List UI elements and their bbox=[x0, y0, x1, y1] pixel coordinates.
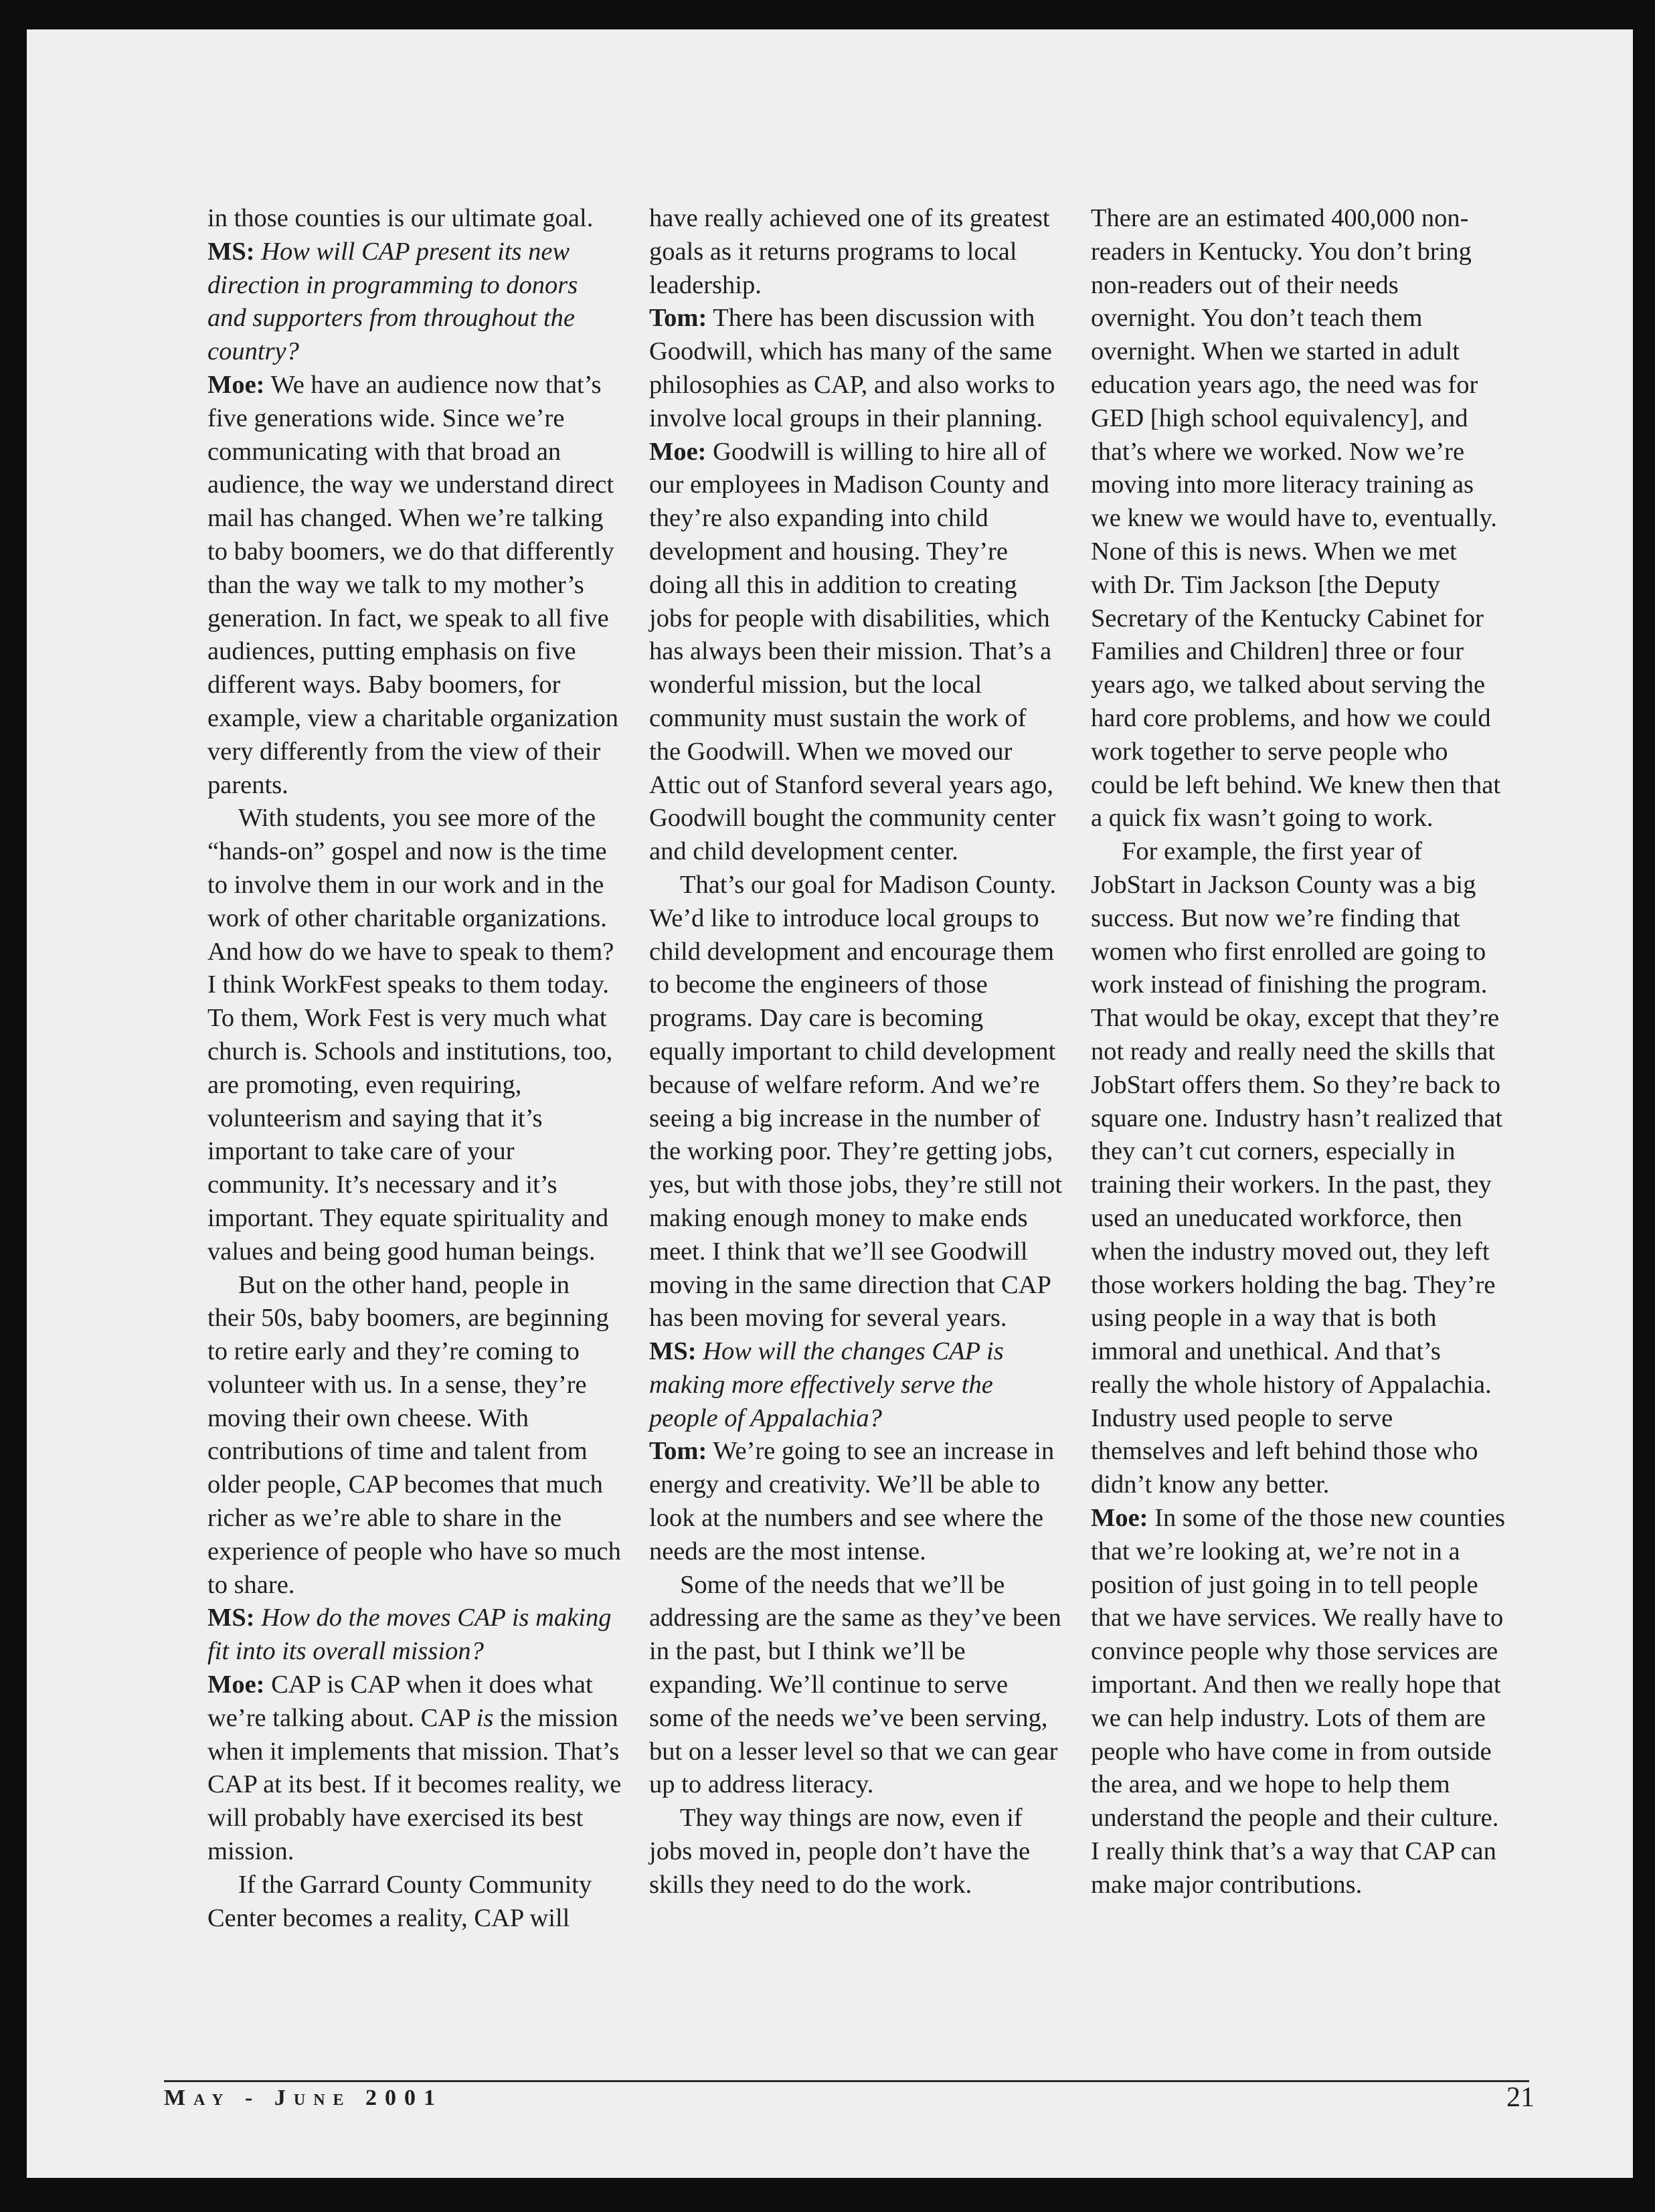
speaker-label: Moe: bbox=[207, 1671, 265, 1699]
speaker-label: Tom: bbox=[649, 304, 707, 333]
interview-answer bbox=[207, 1669, 622, 1869]
page-number: 21 bbox=[1506, 2082, 1535, 2113]
interview-question bbox=[649, 1335, 1064, 1435]
paragraph: They way things are now, even if jobs moved in, people don’t have the skills they need to do the work. bbox=[649, 1804, 1031, 1899]
interview-answer bbox=[207, 369, 622, 802]
speaker-label: MS: bbox=[207, 237, 255, 266]
text-column-3 bbox=[1091, 202, 1506, 1902]
issue-date: May - June 2001 bbox=[164, 2086, 444, 2110]
answer-text: There has been discussion with Goodwill, which has many of the same philosophies as CAP, and also works to involve local groups in their planning. bbox=[649, 304, 1055, 432]
paragraph: There are an estimated 400,000 non-readers in Kentucky. You don’t bring non-readers out of their needs overnight. You don’t teach them overnight. When we started in adult education years ago, the need was for GED [high school equivalency], and that’s where we worked. Now we’re moving into more literacy training as we knew we would have to, eventually. None of this is news. When we met with Dr. Tim Jackson [the Deputy Secretary of the Kentucky Cabinet for Families and Children] three or four years ago, we talked about serving the hard core problems, and how we could work together to serve people who could be left behind. We knew then that a quick fix wasn’t going to work. bbox=[1091, 204, 1501, 833]
interview-answer bbox=[649, 436, 1064, 869]
paragraph: With students, you see more of the “hands-on” gospel and now is the time to involve them in our work and in the work of other charitable organizations. And how do we have to speak to them? I think WorkFest speaks to them today. To them, Work Fest is very much what church is. Schools and institutions, too, are promoting, even requiring, volunteerism and saying that it’s important to take care of your community. It’s necessary and it’s important. They equate spirituality and values and being good human beings. bbox=[207, 804, 614, 1266]
speaker-label: Tom: bbox=[649, 1437, 707, 1466]
speaker-label: Moe: bbox=[649, 437, 707, 466]
interview-answer bbox=[649, 1435, 1064, 1568]
paragraph: in those counties is our ultimate goal. bbox=[207, 204, 594, 232]
answer-text: We have an audience now that’s five generations wide. Since we’re communicating with that broad an audience, the way we understand direct mail has changed. When we’re talking to baby boomers, we do that differently than the way we talk to my mother’s generation. In fact, we speak to all five audiences, putting emphasis on five different ways. Baby boomers, for example, view a charitable organization very differently from the view of their parents. bbox=[207, 370, 618, 799]
interview-answer bbox=[649, 302, 1064, 435]
paragraph: That’s our goal for Madison County. We’d like to introduce local groups to child development and encourage them to become the engineers of those programs. Day care is becoming equally important to child development because of welfare reform. And we’re seeing a big increase in the number of the working poor. They’re getting jobs, yes, but with those jobs, they’re still not making enough money to make ends meet. I think that we’ll see Goodwill moving in the same direction that CAP has been moving for several years. bbox=[649, 870, 1063, 1333]
interview-question bbox=[207, 1602, 622, 1669]
paragraph: have really achieved one of its greatest goals as it returns programs to local leadership. bbox=[649, 204, 1050, 299]
speaker-label: MS: bbox=[207, 1604, 255, 1632]
magazine-page bbox=[27, 29, 1633, 2178]
answer-text: In some of the those new counties that we’re looking at, we’re not in a position of just going in to tell people that we have services. We really have to convince people why those services are important. And then we really hope that we can help industry. Lots of them are people who have come in from outside the area, and we hope to help them understand the people and their culture. I really think that’s a way that CAP can make major contributions. bbox=[1091, 1504, 1506, 1899]
paragraph: Some of the needs that we’ll be addressing are the same as they’ve been in the past, but I think we’ll be expanding. We’ll continue to serve some of the needs we’ve been serving, but on a lesser level so that we can gear up to address literacy. bbox=[649, 1570, 1061, 1799]
emphasis-text: is bbox=[476, 1703, 494, 1732]
answer-text: CAP is CAP when it does what we’re talking about. CAP bbox=[207, 1671, 593, 1732]
paragraph: But on the other hand, people in their 50s, baby boomers, are beginning to retire early and they’re coming to volunteer with us. In a sense, they’re moving their own cheese. With contributions of time and talent from older people, CAP becomes that much richer as we’re able to share in the experience of people who have so much to share. bbox=[207, 1270, 621, 1599]
speaker-label: Moe: bbox=[207, 370, 265, 399]
interview-question bbox=[207, 236, 622, 369]
speaker-label: MS: bbox=[649, 1337, 697, 1366]
speaker-label: Moe: bbox=[1091, 1504, 1148, 1533]
text-column-2 bbox=[649, 202, 1064, 1902]
answer-text: We’re going to see an increase in energy and creativity. We’ll be able to look at the numbers and see where the needs are the most intense. bbox=[649, 1437, 1055, 1565]
paragraph: If the Garrard County Community Center becomes a reality, CAP will bbox=[207, 1870, 592, 1932]
paragraph: For example, the first year of JobStart in Jackson County was a big success. But now we’re finding that women who first enrolled are going to work instead of finishing the program. That would be okay, except that they’re not ready and really need the skills that JobStart offers them. So they’re back to square one. Industry hasn’t realized that they can’t cut corners, especially in training their workers. In the past, they used an uneducated workforce, then when the industry moved out, they left those workers holding the bag. They’re using people in a way that is both immoral and unethical. And that’s really the whole history of Appalachia. Industry used people to serve themselves and left behind those who didn’t know any better. bbox=[1091, 837, 1503, 1499]
answer-text: the mission when it implements that mission. That’s CAP at its best. If it becomes reality, we will probably have exercised its best mission. bbox=[207, 1703, 622, 1866]
question-text: How do the moves CAP is making fit into its overall mission? bbox=[207, 1604, 612, 1666]
footer-rule bbox=[164, 2080, 1529, 2082]
text-column-1 bbox=[207, 202, 622, 1935]
interview-answer bbox=[1091, 1502, 1506, 1902]
question-text: How will CAP present its new direction in programming to donors and supporters from throughout the country? bbox=[207, 237, 578, 366]
question-text: How will the changes CAP is making more effectively serve the people of Appalachia? bbox=[649, 1337, 1004, 1432]
answer-text: Goodwill is willing to hire all of our employees in Madison County and they’re also expanding into child development and housing. They’re doing all this in addition to creating jobs for people with disabilities, which has always been their mission. That’s a wonderful mission, but the local community must sustain the work of the Goodwill. When we moved our Attic out of Stanford several years ago, Goodwill bought the community center and child development center. bbox=[649, 437, 1056, 866]
